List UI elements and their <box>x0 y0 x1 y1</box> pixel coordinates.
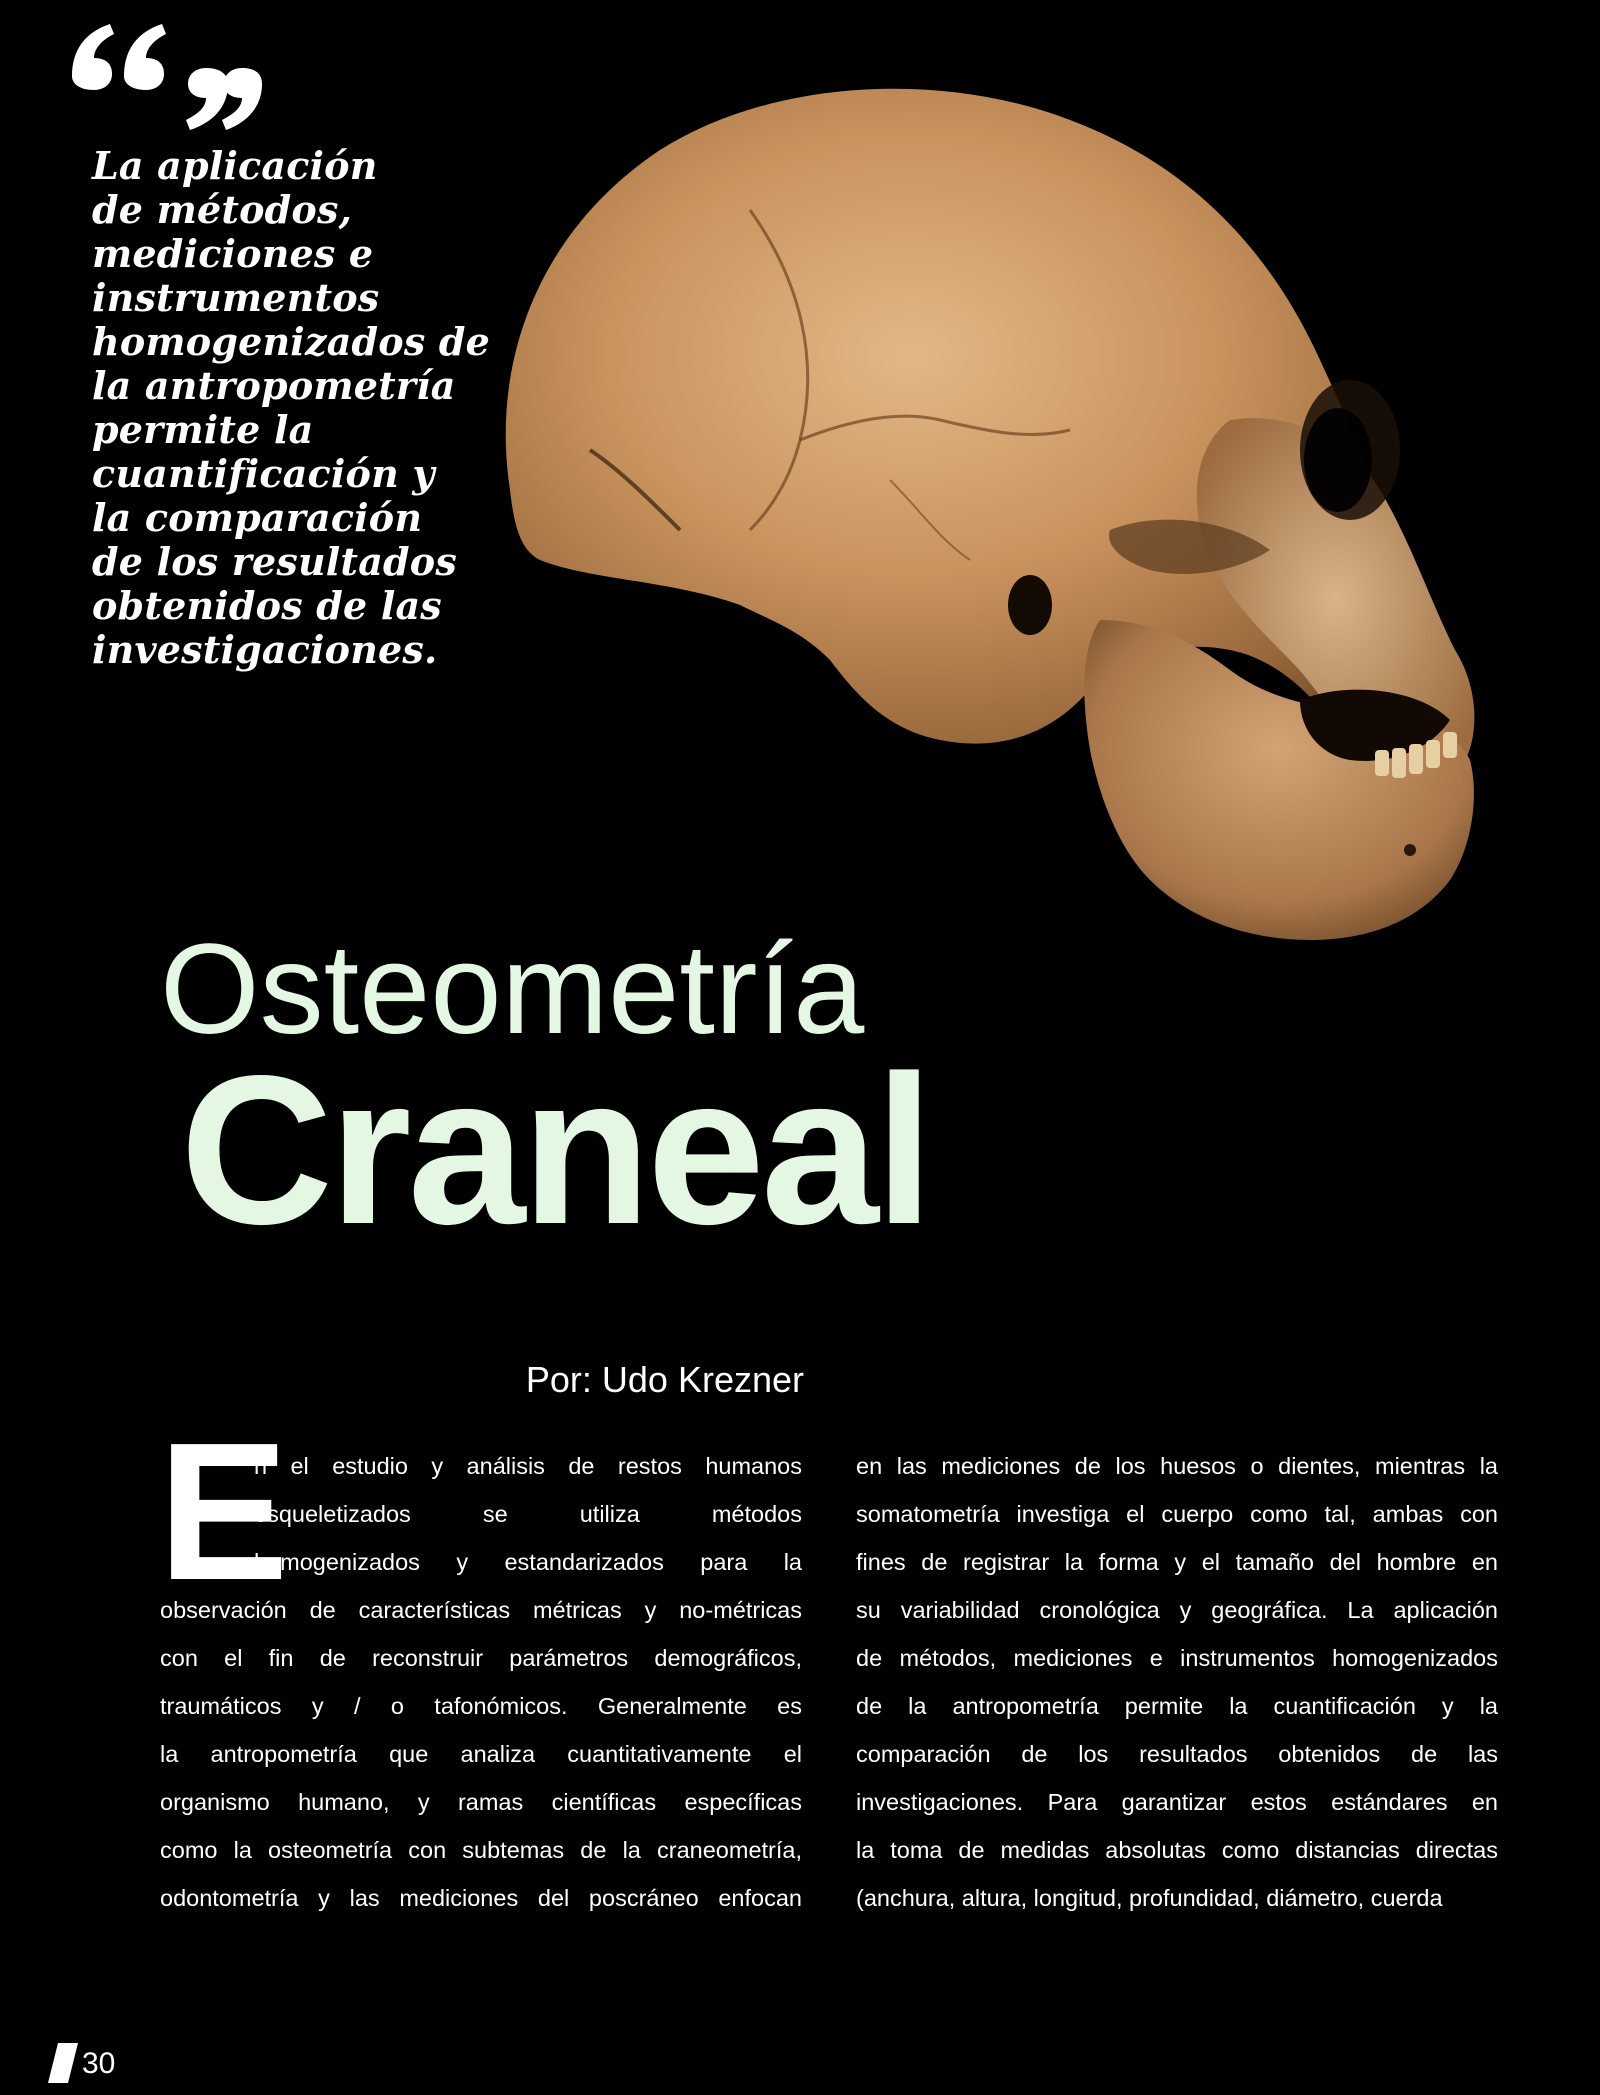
pull-quote-line: homogenizados de <box>92 319 491 364</box>
body-line: (anchura, altura, longitud, profundidad, diámetro, cuerda <box>856 1885 1443 1911</box>
byline: Por: Udo Krezner <box>525 1359 804 1400</box>
pull-quote-line: instrumentos <box>92 275 380 320</box>
title-line-craneal: Craneal <box>180 1031 930 1268</box>
body-line: traumáticos y / o tafonómicos. Generalmente es <box>160 1693 802 1719</box>
pull-quote-line: la comparación <box>92 495 423 540</box>
pull-quote-line: de métodos, <box>92 187 352 232</box>
pull-quote-line: obtenidos de las <box>92 583 442 628</box>
body-line: fines de registrar la forma y el tamaño del hombre en <box>856 1549 1498 1575</box>
slash-bar-icon <box>48 2043 78 2083</box>
body-line: esqueletizados se utiliza métodos <box>254 1501 802 1527</box>
body-line: comparación de los resultados obtenidos de las <box>856 1741 1498 1767</box>
body-line: como la osteometría con subtemas de la craneometría, <box>160 1837 802 1863</box>
quotation-marks-icon <box>64 14 264 134</box>
body-line: de métodos, mediciones e instrumentos homogenizados <box>856 1645 1498 1671</box>
pull-quote-line: mediciones e <box>92 231 374 276</box>
pull-quote-line: cuantificación y <box>92 451 435 496</box>
pull-quote-line: permite la <box>92 407 314 452</box>
body-line: su variabilidad cronológica y geográfica. La aplicación <box>856 1597 1498 1623</box>
body-line: somatometría investiga el cuerpo como tal, ambas con <box>856 1501 1498 1527</box>
body-column-left <box>158 1402 802 1922</box>
drop-cap: E <box>158 1402 289 1621</box>
body-line: con el fin de reconstruir parámetros demográficos, <box>160 1645 802 1671</box>
body-line: en las mediciones de los huesos o dientes, mientras la <box>856 1453 1498 1479</box>
body-line: homogenizados y estandarizados para la <box>254 1549 802 1575</box>
pull-quote-line: la antropometría <box>92 363 456 408</box>
body-line: de la antropometría permite la cuantificación y la <box>856 1693 1498 1719</box>
body-line: la toma de medidas absolutas como distancias directas <box>856 1837 1498 1863</box>
body-line: organismo humano, y ramas científicas específicas <box>160 1789 802 1815</box>
body-line: observación de características métricas y no-métricas <box>160 1597 802 1623</box>
body-line: n el estudio y análisis de restos humanos <box>254 1453 802 1479</box>
title-line-osteometria: Osteometría <box>160 918 865 1061</box>
body-column-right <box>856 1442 1498 1922</box>
pull-quote-line: La aplicación <box>92 143 378 188</box>
pull-quote <box>92 144 492 672</box>
pull-quote-line: investigaciones. <box>92 627 438 672</box>
body-line: odontometría y las mediciones del poscráneo enfocan <box>160 1885 802 1911</box>
body-line: la antropometría que analiza cuantitativamente el <box>160 1741 802 1767</box>
page-number: 30 <box>82 2047 116 2080</box>
body-line: investigaciones. Para garantizar estos estándares en <box>856 1789 1498 1815</box>
pull-quote-line: de los resultados <box>92 539 457 584</box>
